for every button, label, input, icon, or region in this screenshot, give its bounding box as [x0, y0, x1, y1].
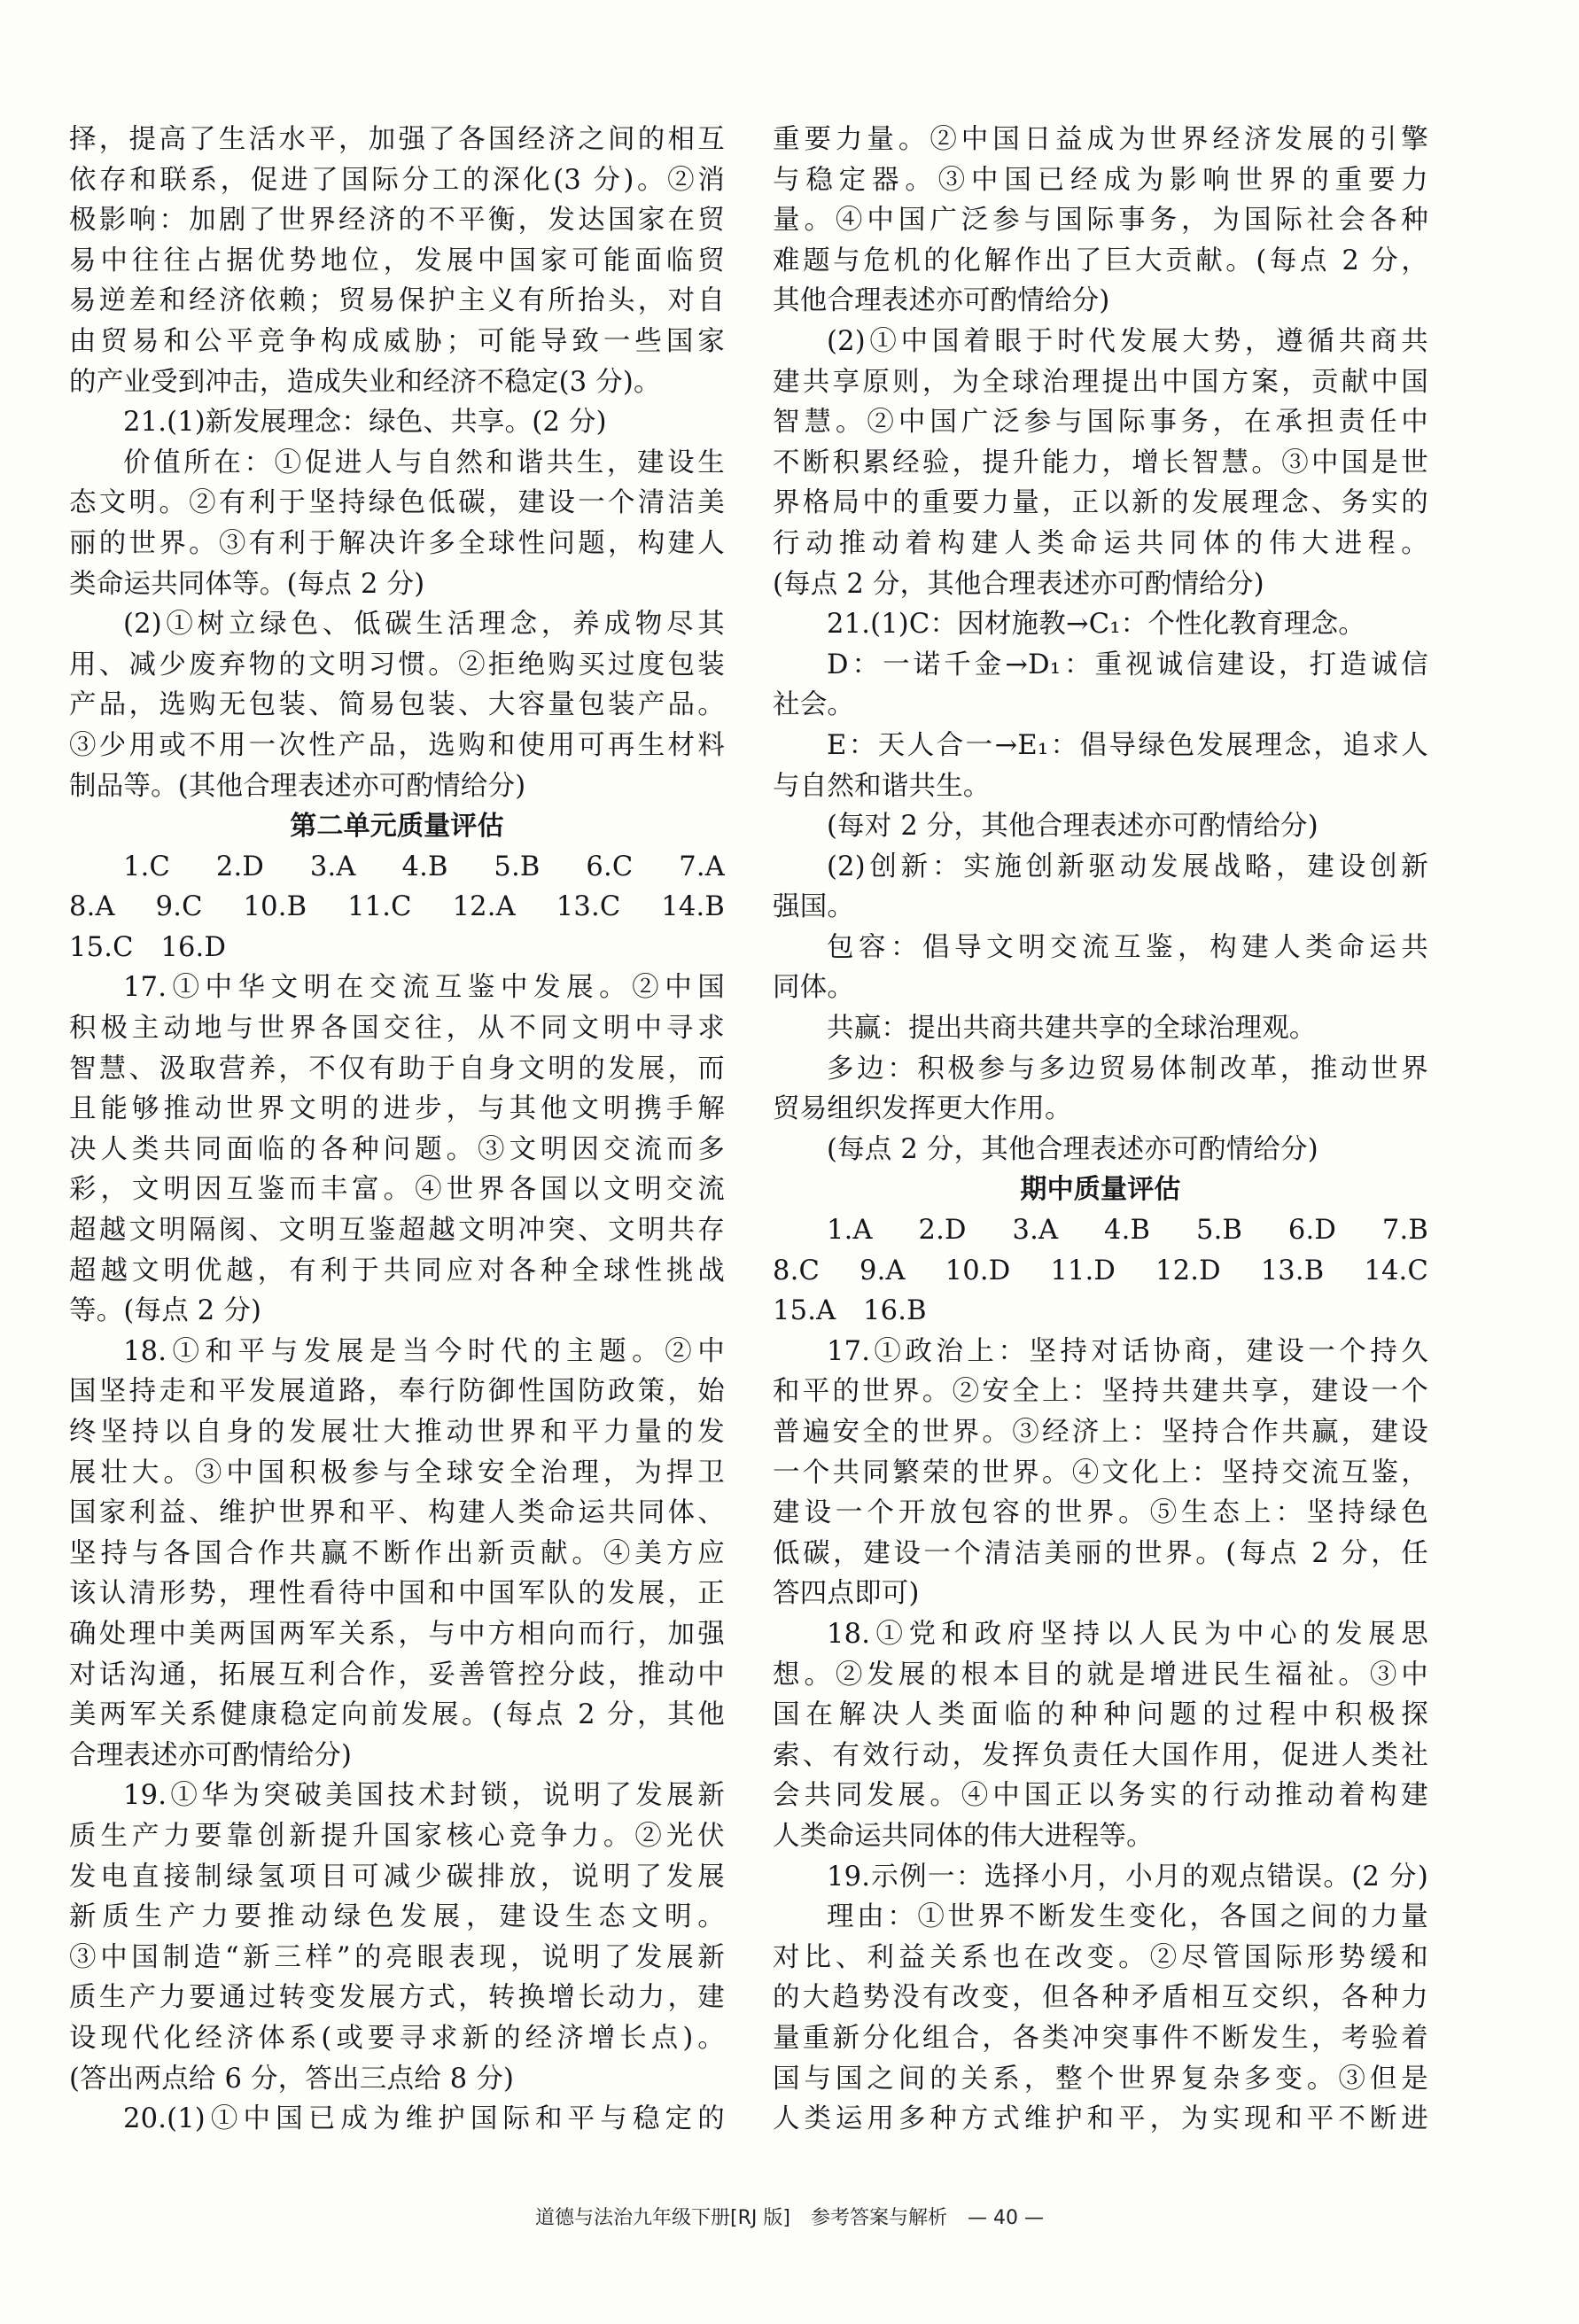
footer-section: 参考答案与解析 — [810, 2207, 947, 2229]
text-line: ③少用或不用一次性产品，选购和使用可再生材料 — [69, 729, 725, 761]
text-line: 15.C 16.D — [69, 931, 227, 963]
text-line: 索、有效行动，发挥负责任大国作用，促进人类社 — [773, 1739, 1428, 1771]
text-line: 会共同发展。④中国正以务实的行动推动着构建 — [773, 1780, 1428, 1812]
text-line: 8.A 9.C 10.B 11.C 12.A 13.C 14.B — [69, 891, 725, 923]
text-line: 理由：①世界不断发生变化，各国之间的力量 — [827, 1901, 1428, 1933]
text-line: 国在解决人类面临的种种问题的过程中积极探 — [773, 1699, 1428, 1731]
text-line: 彩，文明因互鉴而丰富。④世界各国以文明交流 — [69, 1174, 725, 1206]
text-line: 对话沟通，拓展互利合作，妥善管控分歧，推动中 — [69, 1659, 725, 1691]
text-line: 美两军关系健康稳定向前发展。(每点 2 分，其他 — [69, 1699, 725, 1731]
text-line: 18.①和平与发展是当今时代的主题。②中 — [123, 1335, 725, 1367]
text-line: 发电直接制绿氢项目可减少碳排放，说明了发展 — [69, 1861, 725, 1893]
text-line: 15.A 16.B — [773, 1295, 927, 1327]
text-line: 智慧、汲取营养，不仅有助于自身文明的发展，而 — [69, 1053, 725, 1084]
text-line: 量重新分化组合，各类冲突事件不断发生，考验着 — [773, 2022, 1428, 2054]
text-line: 的产业受到冲击，造成失业和经济不稳定(3 分)。 — [69, 366, 661, 398]
right-column — [773, 120, 1428, 2140]
text-line: 新质生产力要推动绿色发展，建设生态文明。 — [69, 1901, 725, 1933]
text-line: 贸易组织发挥更大作用。 — [773, 1093, 1072, 1125]
text-line: 17.①政治上：坚持对话协商，建设一个持久 — [827, 1335, 1428, 1367]
text-line: 8.C 9.A 10.D 11.D 12.D 13.B 14.C — [773, 1255, 1428, 1286]
text-line: 国坚持走和平发展道路，奉行防御性国防政策，始 — [69, 1376, 725, 1408]
text-line: (每点 2 分，其他合理表述亦可酌情给分) — [773, 568, 1264, 600]
text-line: 1.C 2.D 3.A 4.B 5.B 6.C 7.A — [123, 851, 725, 882]
text-line: 建设一个开放包容的世界。⑤生态上：坚持绿色 — [773, 1497, 1428, 1529]
text-line: 超越文明优越，有利于共同应对各种全球性挑战 — [69, 1255, 725, 1286]
text-line: 质生产力要通过转变发展方式，转换增长动力，建 — [69, 1982, 725, 2014]
section-heading: 第二单元质量评估 — [290, 811, 504, 843]
page-footer — [0, 2203, 1579, 2230]
text-line: 智慧。②中国广泛参与国际事务，在承担责任中 — [773, 407, 1428, 439]
text-line: ③中国制造“新三样”的亮眼表现，说明了发展新 — [69, 1941, 725, 1973]
text-line: 社会。 — [773, 689, 855, 721]
text-line: 与自然和谐共生。 — [773, 770, 991, 802]
text-line: 共赢：提出共商共建共享的全球治理观。 — [827, 1013, 1317, 1045]
text-line: 1.A 2.D 3.A 4.B 5.B 6.D 7.B — [827, 1215, 1428, 1247]
text-line: 依存和联系，促进了国际分工的深化(3 分)。②消 — [69, 164, 725, 196]
page-number: — 40 — — [967, 2207, 1044, 2229]
text-line: 19.示例一：选择小月，小月的观点错误。(2 分) — [827, 1861, 1428, 1893]
text-line: (答出两点给 6 分，答出三点给 8 分) — [69, 2063, 515, 2095]
text-line: 20.(1)①中国已成为维护国际和平与稳定的 — [123, 2103, 725, 2135]
text-line: 界格局中的重要力量，正以新的发展理念、务实的 — [773, 487, 1428, 519]
text-line: 由贸易和公平竞争构成威胁；可能导致一些国家 — [69, 325, 725, 357]
text-line: 与稳定器。③中国已经成为影响世界的重要力 — [773, 164, 1428, 196]
text-line: 态文明。②有利于坚持绿色低碳，建设一个清洁美 — [69, 487, 725, 519]
text-line: 想。②发展的根本目的就是增进民生福祉。③中 — [773, 1659, 1428, 1691]
text-line: 重要力量。②中国日益成为世界经济发展的引擎 — [773, 124, 1428, 155]
text-line: 建共享原则，为全球治理提出中国方案，贡献中国 — [773, 366, 1428, 398]
text-line: 行动推动着构建人类命运共同体的伟大进程。 — [773, 527, 1428, 559]
text-line: 和平的世界。②安全上：坚持共建共享，建设一个 — [773, 1376, 1428, 1408]
text-line: 用、减少废弃物的文明习惯。②拒绝购买过度包装 — [69, 649, 725, 680]
text-line: 极影响：加剧了世界经济的不平衡，发达国家在贸 — [69, 205, 725, 237]
text-line: 设现代化经济体系(或要寻求新的经济增长点)。 — [69, 2022, 725, 2054]
text-line: 普遍安全的世界。③经济上：坚持合作共赢，建设 — [773, 1417, 1428, 1448]
text-line: 制品等。(其他合理表述亦可酌情给分) — [69, 770, 526, 802]
text-line: 强国。 — [773, 891, 855, 923]
text-line: 价值所在：①促进人与自然和谐共生，建设生 — [123, 447, 725, 478]
text-line: 决人类共同面临的各种问题。③文明因交流而多 — [69, 1133, 725, 1165]
text-line: 不断积累经验，提升能力，增长智慧。③中国是世 — [773, 447, 1428, 478]
text-line: 合理表述亦可酌情给分) — [69, 1739, 353, 1771]
text-line: 等。(每点 2 分) — [69, 1295, 262, 1327]
text-line: 择，提高了生活水平，加强了各国经济之间的相互 — [69, 124, 725, 155]
text-line: 17.①中华文明在交流互鉴中发展。②中国 — [123, 972, 725, 1004]
text-line: 答四点即可) — [773, 1578, 920, 1610]
text-line: 国与国之间的关系，整个世界复杂多变。③但是 — [773, 2063, 1428, 2095]
text-line: 一个共同繁荣的世界。④文化上：坚持交流互鉴， — [773, 1457, 1428, 1488]
text-line: (每点 2 分，其他合理表述亦可酌情给分) — [827, 1133, 1318, 1165]
text-line: 确处理中美两国两军关系，与中方相向而行，加强 — [69, 1618, 725, 1650]
text-line: 丽的世界。③有利于解决许多全球性问题，构建人 — [69, 527, 725, 559]
text-line: 该认清形势，理性看待中国和中国军队的发展，正 — [69, 1578, 725, 1610]
text-line: 的大趋势没有改变，但各种矛盾相互交织，各种力 — [773, 1982, 1428, 2014]
footer-book-title: 道德与法治九年级下册[RJ 版] — [535, 2207, 790, 2229]
text-line: 低碳，建设一个清洁美丽的世界。(每点 2 分，任 — [773, 1537, 1428, 1569]
text-line: E：天人合一→E₁：倡导绿色发展理念，追求人 — [827, 729, 1428, 761]
text-line: 同体。 — [773, 972, 855, 1004]
text-line: 对比、利益关系也在改变。②尽管国际形势缓和 — [773, 1941, 1428, 1973]
text-line: (2)①树立绿色、低碳生活理念，养成物尽其 — [123, 609, 725, 641]
text-line: 终坚持以自身的发展壮大推动世界和平力量的发 — [69, 1417, 725, 1448]
text-line: 21.(1)C：因材施教→C₁：个性化教育理念。 — [827, 609, 1365, 641]
text-line: 其他合理表述亦可酌情给分) — [773, 285, 1110, 317]
text-line: 质生产力要靠创新提升国家核心竞争力。②光伏 — [69, 1820, 725, 1852]
section-heading: 期中质量评估 — [1020, 1174, 1181, 1206]
text-line: 易中往往占据优势地位，发展中国家可能面临贸 — [69, 245, 725, 276]
text-line: 人类命运共同体的伟大进程等。 — [773, 1820, 1154, 1852]
text-line: 类命运共同体等。(每点 2 分) — [69, 568, 425, 600]
text-line: (每对 2 分，其他合理表述亦可酌情给分) — [827, 811, 1318, 843]
text-line: 展壮大。③中国积极参与全球安全治理，为捍卫 — [69, 1457, 725, 1488]
text-line: 18.①党和政府坚持以人民为中心的发展思 — [827, 1618, 1428, 1650]
text-line: 21.(1)新发展理念：绿色、共享。(2 分) — [123, 407, 607, 439]
text-line: 积极主动地与世界各国交往，从不同文明中寻求 — [69, 1013, 725, 1045]
text-line: 坚持与各国合作共赢不断作出新贡献。④美方应 — [69, 1537, 725, 1569]
text-line: 且能够推动世界文明的进步，与其他文明携手解 — [69, 1093, 725, 1125]
text-line: (2)①中国着眼于时代发展大势，遵循共商共 — [827, 325, 1428, 357]
text-line: 产品，选购无包装、简易包装、大容量包装产品。 — [69, 689, 725, 721]
text-line: (2)创新：实施创新驱动发展战略，建设创新 — [827, 851, 1428, 882]
text-line: 包容：倡导文明交流互鉴，构建人类命运共 — [827, 931, 1428, 963]
left-column — [69, 120, 725, 2140]
text-line: 人类运用多种方式维护和平，为实现和平不断进 — [773, 2103, 1428, 2135]
text-line: 多边：积极参与多边贸易体制改革，推动世界 — [827, 1053, 1428, 1084]
text-line: D：一诺千金→D₁：重视诚信建设，打造诚信 — [827, 649, 1428, 680]
text-line: 国家利益、维护世界和平、构建人类命运共同体、 — [69, 1497, 725, 1529]
text-line: 超越文明隔阂、文明互鉴超越文明冲突、文明共存 — [69, 1215, 725, 1247]
text-line: 易逆差和经济依赖；贸易保护主义有所抬头，对自 — [69, 285, 725, 317]
text-line: 量。④中国广泛参与国际事务，为国际社会各种 — [773, 205, 1428, 237]
text-line: 难题与危机的化解作出了巨大贡献。(每点 2 分， — [773, 245, 1428, 276]
text-line: 19.①华为突破美国技术封锁，说明了发展新 — [123, 1780, 725, 1812]
